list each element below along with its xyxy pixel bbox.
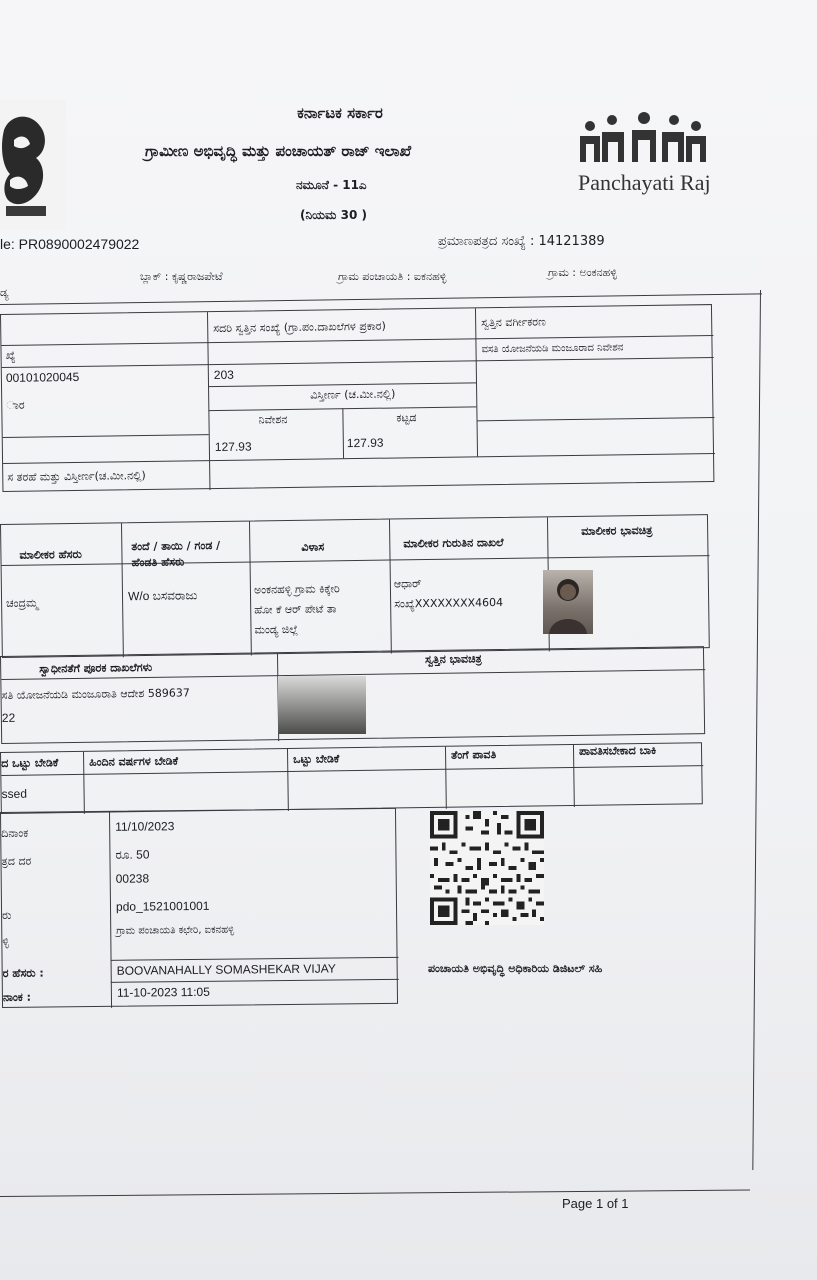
signer-label: ರ ಹೆಸರು :: [2, 966, 44, 980]
fee-label: ತ್ರದ ದರ: [1, 854, 32, 868]
issue-date-label: ದಿನಾಂಕ: [1, 826, 29, 840]
classification: ವಸತಿ ಯೋಜನೆಯಡಿ ಮಂಜೂರಾದ ನಿವೇಶನ: [481, 342, 624, 356]
property-type-label: ಾರ: [6, 398, 25, 412]
property-id: 00101020045: [5, 369, 80, 385]
frame-top: [0, 293, 762, 305]
supporting-docs-value: ಸತಿ ಯೋಜನೆಯಡಿ ಮಂಜೂರಾತಿ ಆದೇಶ 589637: [1, 686, 190, 702]
tax-col-paid: ತೆಂಗೆ ಪಾವತಿ: [450, 748, 497, 762]
office: ಗ್ರಾಮ ಪಂಚಾಯತಿ ಕಛೇರಿ, ಐಕನಹಳ್ಳಿ: [116, 924, 235, 937]
officer-id: pdo_1521001001: [115, 898, 210, 914]
karnataka-emblem-icon: [0, 100, 66, 230]
rule-number: (ನಿಯಮ 30 ): [300, 208, 367, 222]
people-icon: [574, 112, 714, 166]
officer-label: ರು: [2, 908, 12, 922]
tax-col-balance: ಪಾವತಿಸಬೇಕಾದ ಬಾಕಿ: [578, 743, 657, 758]
sign-date: 11-10-2023 11:05: [116, 984, 210, 1000]
tax-status: ssed: [1, 786, 28, 801]
supporting-docs-value-2: 22: [1, 710, 16, 725]
gov-title: ಕರ್ನಾಟಕ ಸರ್ಕಾರ: [297, 104, 383, 122]
owner-relation: W/o ಬಸವರಾಜು: [127, 588, 198, 604]
certificate-number: ಪ್ರಮಾಣಪತ್ರದ ಸಂಖ್ಯೆ : 14121389: [438, 234, 605, 249]
property-number: 203: [213, 367, 234, 383]
signer-name: BOOVANAHALLY SOMASHEKAR VIJAY: [116, 961, 336, 978]
owner-address-2: ಹೋ ಕೆ ಆರ್ ಪೇಟೆ ತಾ: [254, 602, 337, 617]
owner-photo-label: ಮಾಲೀಕರ ಭಾವಚಿತ್ರ: [581, 523, 653, 538]
site-label: ನಿವೇಶನ: [258, 412, 288, 427]
frame-bottom: [0, 1189, 750, 1197]
tax-col-previous: ಹಿಂದಿನ ವರ್ಷಗಳ ಬೇಡಿಕೆ: [89, 754, 179, 769]
tax-col-current: ದ ಒಟ್ಟು ಬೇಡಿಕೆ: [1, 756, 59, 770]
gram-panchayat: ಗ್ರಾಮ ಪಂಚಾಯತಿ : ಐಕನಹಳ್ಳಿ: [338, 270, 447, 283]
form-number: ನಮೂನೆ - 11ಎ: [296, 178, 367, 192]
receipt-number: 00238: [115, 871, 150, 886]
supporting-docs-label: ಸ್ವಾಧೀನತೆಗೆ ಪೂರಕ ದಾಖಲೆಗಳು: [39, 660, 153, 676]
qr-code-icon: [430, 808, 544, 928]
property-table: [0, 304, 714, 492]
owner-photo: [543, 570, 593, 634]
id-document-type: ಆಧಾರ್: [393, 577, 422, 591]
floor-area-label: ಸ ತರಹೆ ಮತ್ತು ವಿಸ್ತೀರ್ಣ(ಚ.ಮೀ.ನಲ್ಲಿ): [7, 468, 146, 484]
issue-date: 11/10/2023: [115, 819, 175, 834]
dept-title: ಗ್ರಾಮೀಣ ಅಭಿವೃದ್ಧಿ ಮತ್ತು ಪಂಚಾಯತ್ ರಾಜ್ ಇಲಾಖೆ: [145, 142, 412, 160]
id-document-label: ಮಾಲೀಕರ ಗುರುತಿನ ದಾಖಲೆ: [403, 535, 504, 551]
address-label: ವಿಳಾಸ: [301, 540, 325, 554]
owner-address-3: ಮಂಡ್ಯ ಜಿಲ್ಲೆ: [254, 622, 299, 637]
property-photo-label: ಸ್ವತ್ತಿನ ಭಾವಚಿತ್ರ: [425, 652, 482, 667]
building-label: ಕಟ್ಟಡ: [396, 411, 417, 425]
owner-name-label: ಮಾಲೀಕರ ಹೆಸರು: [19, 547, 82, 562]
owner-address-1: ಅಂಕನಹಳ್ಳಿ ಗ್ರಾಮ ಕಿಕ್ಕೇರಿ: [253, 582, 340, 597]
classification-label: ಸ್ವತ್ತಿನ ವರ್ಗೀಕರಣ: [481, 315, 546, 330]
property-photo: [278, 676, 366, 734]
issue-details: [0, 808, 398, 1008]
page-number: Page 1 of 1: [562, 1196, 629, 1211]
owner-table: [0, 514, 710, 658]
sign-date-label: ನಾಂಕ :: [2, 990, 32, 1004]
logo-text: Panchayati Raj: [578, 170, 711, 195]
person-icon: [543, 570, 593, 634]
frame-right: [752, 290, 761, 1170]
file-number: le: PR0890002479022: [0, 236, 140, 252]
building-area: 127.93: [346, 435, 384, 451]
property-number-label: ಸದರಿ ಸ್ವತ್ತಿನ ಸಂಖ್ಯೆ (ಗ್ರಾ.ಪಂ.ದಾಖಲೆಗಳ ಪ್ರಕಾರ): [213, 319, 386, 336]
taluk: ಬ್ಲಾಕ್ : ಕೃಷ್ಣರಾಜಪೇಟೆ: [140, 270, 223, 283]
area-label: ವಿಸ್ತೀರ್ಣ (ಚ.ಮೀ.ನಲ್ಲಿ): [310, 387, 396, 402]
tax-col-total: ಒಟ್ಟು ಬೇಡಿಕೆ: [293, 752, 340, 766]
tax-table: [0, 742, 703, 814]
owner-name: ಚಂದ್ರಮ್ಮ: [6, 596, 39, 610]
digital-signature-label: ಪಂಚಾಯತಿ ಅಭಿವೃದ್ಧಿ ಅಧಿಕಾರಿಯ ಡಿಜಿಟಲ್ ಸಹಿ: [428, 962, 603, 975]
village: ಗ್ರಾಮ : ಅಂಕನಹಳ್ಳಿ: [548, 266, 617, 279]
site-area: 127.93: [214, 439, 252, 455]
id-document-number: ಸಂಖ್ಯೆXXXXXXXX4604: [394, 595, 504, 611]
property-id-label: ಖ್ಯೆ: [5, 348, 16, 362]
panchayati-raj-logo: [574, 112, 714, 202]
relation-label: ತಂದೆ / ತಾಯಿ / ಗಂಡ / ಹೆಂಡತಿ ಹೆಸರು: [131, 538, 221, 570]
district-label: ಡ್ಯ: [0, 286, 9, 299]
fee: ರೂ. 50: [115, 847, 150, 862]
office-label: ಳ್ಳಿ: [2, 934, 10, 948]
